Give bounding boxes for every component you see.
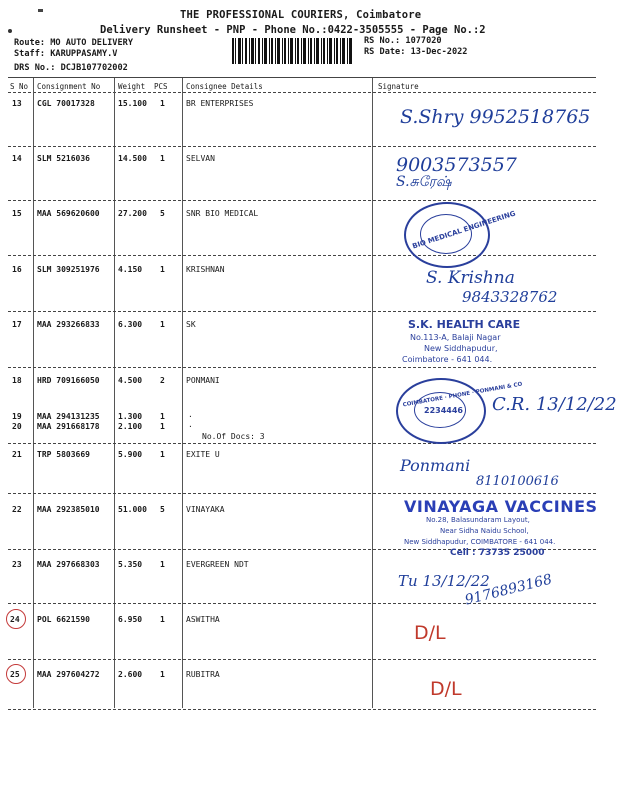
row-consignee: .: [188, 410, 193, 419]
row-consignment: TRP 5803669: [37, 450, 90, 459]
no-of-docs: No.Of Docs: 3: [202, 432, 265, 441]
sk-stamp-name: S.K. HEALTH CARE: [408, 318, 521, 331]
row-weight: 6.300: [118, 320, 143, 329]
vinayaga-stamp-addr: No.28, Balasundaram Layout,: [426, 516, 530, 524]
col-signature: Signature: [378, 82, 419, 91]
staff-label: Staff: KARUPPASAMY.V: [14, 49, 118, 59]
row-sno: 14: [12, 154, 22, 163]
col-pcs: PCS: [154, 82, 168, 91]
signature: 9003573557: [396, 154, 517, 176]
row-sno: 23: [12, 560, 22, 569]
row-rule: [8, 200, 596, 201]
signature: 9176893168: [463, 571, 554, 609]
row-sno: 24: [10, 615, 20, 624]
signature: Tu 13/12/22: [398, 572, 490, 590]
row-consignment: SLM 309251976: [37, 265, 100, 274]
row-weight: 2.600: [118, 670, 143, 679]
row-consignment: MAA 294131235: [37, 412, 100, 421]
row-consignment: MAA 297668303: [37, 560, 100, 569]
col-divider: [372, 78, 373, 708]
row-consignee: EVERGREEN NDT: [186, 560, 249, 569]
row-consignment: CGL 70017328: [37, 99, 95, 108]
row-pcs: 1: [160, 422, 165, 431]
table-bottom-rule: [8, 709, 596, 710]
col-divider: [114, 78, 115, 708]
row-weight: 1.300: [118, 412, 143, 421]
vinayaga-stamp-addr: New Siddhapudur, COIMBATORE - 641 044.: [404, 538, 556, 546]
row-consignee: SK: [186, 320, 196, 329]
table-top-rule: [8, 77, 596, 78]
row-rule: [8, 659, 596, 660]
row-rule: [8, 493, 596, 494]
row-sno: 13: [12, 99, 22, 108]
row-consignee: PONMANI: [186, 376, 220, 385]
signature: C.R. 13/12/22: [492, 394, 617, 415]
rs-date: RS Date: 13-Dec-2022: [364, 47, 468, 57]
row-weight: 51.000: [118, 505, 147, 514]
row-consignee: ASWITHA: [186, 615, 220, 624]
row-pcs: 1: [160, 412, 165, 421]
row-pcs: 1: [160, 265, 165, 274]
row-pcs: 1: [160, 320, 165, 329]
row-rule: [8, 311, 596, 312]
row-pcs: 1: [160, 154, 165, 163]
row-pcs: 2: [160, 376, 165, 385]
row-consignment: POL 6621590: [37, 615, 90, 624]
vinayaga-stamp-cell: Cell : 73735 25000: [450, 548, 545, 558]
row-consignment: MAA 292385010: [37, 505, 100, 514]
signature: S. Krishna: [426, 268, 515, 288]
row-pcs: 1: [160, 99, 165, 108]
row-pcs: 5: [160, 505, 165, 514]
signature: D/L: [430, 678, 462, 700]
ponmani-seal-phone: 2234446: [424, 406, 463, 415]
row-sno: 19: [12, 412, 22, 421]
row-consignee: RUBITRA: [186, 670, 220, 679]
punch-mark: [8, 29, 12, 33]
route-label: Route: MO AUTO DELIVERY: [14, 38, 133, 48]
row-consignee: VINAYAKA: [186, 505, 225, 514]
row-pcs: 1: [160, 560, 165, 569]
row-sno: 25: [10, 670, 20, 679]
signature: 9843328762: [462, 288, 558, 306]
row-consignment: MAA 297604272: [37, 670, 100, 679]
row-consignee: BR ENTERPRISES: [186, 99, 254, 108]
row-weight: 4.500: [118, 376, 143, 385]
row-sno: 18: [12, 376, 22, 385]
vinayaga-stamp-name: VINAYAGA VACCINES: [404, 497, 598, 516]
row-consignment: MAA 293266833: [37, 320, 100, 329]
sk-stamp-addr: No.113-A, Balaji Nagar: [410, 333, 501, 342]
runsheet-title: Delivery Runsheet - PNP - Phone No.:0422-3505555 - Page No.:2: [100, 24, 486, 36]
row-sno: 17: [12, 320, 22, 329]
row-weight: 4.150: [118, 265, 143, 274]
ponmani-seal-text: COIMBATORE · PHONE · PONMANI & CO: [402, 381, 523, 409]
row-sno: 16: [12, 265, 22, 274]
row-consignment: HRD 709166050: [37, 376, 100, 385]
row-consignment: SLM 5216036: [37, 154, 90, 163]
row-weight: 5.350: [118, 560, 143, 569]
row-rule: [8, 255, 596, 256]
row-consignment: MAA 291668178: [37, 422, 100, 431]
header-rule: [8, 92, 596, 93]
signature: S.சுரேஷ்: [396, 174, 452, 190]
row-rule: [8, 146, 596, 147]
row-consignee: KRISHNAN: [186, 265, 225, 274]
row-consignee: SNR BIO MEDICAL: [186, 209, 259, 218]
row-consignee: EXITE U: [186, 450, 220, 459]
row-rule: [8, 603, 596, 604]
row-consignment: MAA 569620600: [37, 209, 100, 218]
row-weight: 15.100: [118, 99, 147, 108]
signature: Ponmani: [400, 456, 471, 475]
row-rule: [8, 443, 596, 444]
signature: D/L: [414, 622, 446, 644]
row-pcs: 1: [160, 615, 165, 624]
row-pcs: 1: [160, 670, 165, 679]
col-divider: [33, 78, 34, 708]
row-sno: 20: [12, 422, 22, 431]
row-weight: 2.100: [118, 422, 143, 431]
col-divider: [182, 78, 183, 708]
signature: 8110100616: [476, 474, 559, 489]
snr-seal-text: BIO MEDICAL ENGINEERING: [411, 209, 517, 251]
col-weight: Weight: [118, 82, 146, 91]
row-rule: [8, 367, 596, 368]
col-sno: S No: [10, 82, 29, 91]
row-weight: 27.200: [118, 209, 147, 218]
col-consignment: Consignment No: [37, 82, 101, 91]
row-consignee: SELVAN: [186, 154, 215, 163]
col-consignee: Consignee Details: [186, 82, 263, 91]
drs-number: DRS No.: DCJB107702002: [14, 63, 128, 73]
row-weight: 5.900: [118, 450, 143, 459]
scan-mark: [38, 9, 43, 12]
rs-number: RS No.: 1077020: [364, 36, 442, 46]
row-sno: 21: [12, 450, 22, 459]
row-sno: 15: [12, 209, 22, 218]
row-consignee: .: [188, 420, 193, 429]
row-weight: 6.950: [118, 615, 143, 624]
row-weight: 14.500: [118, 154, 147, 163]
row-pcs: 1: [160, 450, 165, 459]
sk-stamp-addr: New Siddhapudur,: [424, 344, 498, 353]
barcode: [232, 38, 352, 64]
company-name: THE PROFESSIONAL COURIERS, Coimbatore: [180, 9, 422, 21]
signature: S.Shry 9952518765: [400, 106, 591, 128]
vinayaga-stamp-addr: Near Sidha Naidu School,: [440, 527, 529, 535]
row-sno: 22: [12, 505, 22, 514]
sk-stamp-addr: Coimbatore - 641 044.: [402, 355, 493, 364]
row-pcs: 5: [160, 209, 165, 218]
